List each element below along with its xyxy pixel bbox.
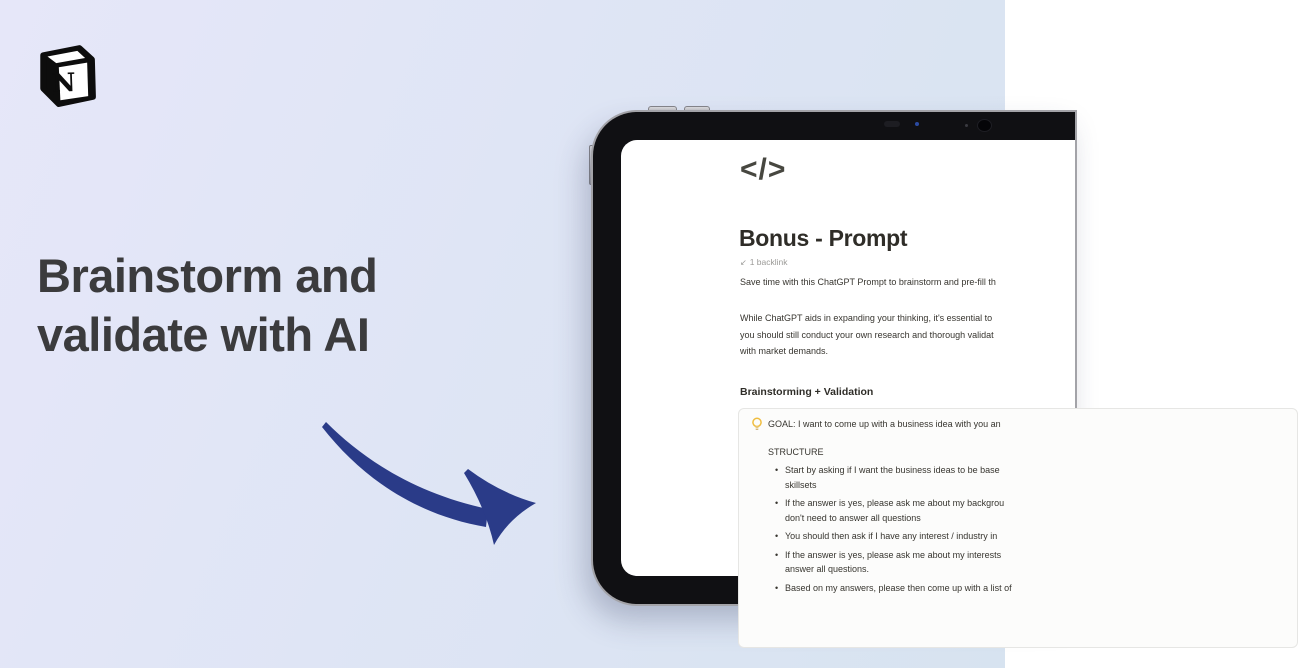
code-page-icon: </> [740,153,787,186]
list-item [785,548,1297,577]
backlink-arrow-icon: ↙ [740,258,747,267]
bullet-line: • You should then ask if I have any interest / industry in [785,531,998,541]
lightbulb-icon [750,417,764,431]
page-title: Bonus - Prompt [739,225,908,251]
list-item [785,529,1297,544]
bullet-line: • Start by asking if I want the business ideas to be base [785,465,1000,475]
bullet-line: skillsets [785,479,817,490]
tablet-front-camera [977,119,992,132]
notion-page-screen [621,140,1075,593]
prompt-callout-block [738,408,1298,648]
disclaimer-paragraph [740,310,994,360]
bullet-line: • If the answer is yes, please ask me about my interests [785,549,1002,560]
hero-heading-line2: validate with AI [37,308,370,361]
section-heading: Brainstorming + Validation [740,386,874,398]
list-item [785,581,1297,596]
goal-line: GOAL: I want to come up with a business idea with you an [768,419,1001,429]
prompt-bullet-list [768,463,1297,595]
bullet-line: • If the answer is yes, please ask me about my backgrou [785,498,1005,508]
backlink-label: 1 backlink [749,257,788,267]
bullet-line: don't need to answer all questions [785,512,921,523]
intro-paragraph: Save time with this ChatGPT Prompt to brainstorm and pre-fill th [740,277,996,287]
curved-arrow-icon [300,405,550,555]
hero-heading [37,246,377,364]
bullet-line: • Based on my answers, please then come up with a list of [785,582,1012,593]
list-item [785,463,1297,492]
paragraph-line: you should still conduct your own research and thorough validat [740,329,994,340]
bullet-line: answer all questions. [785,564,870,574]
tablet-mockup [593,112,1075,604]
hero-heading-line1: Brainstorm and [37,249,378,302]
list-item [785,496,1297,525]
paragraph-line: While ChatGPT aids in expanding your thinking, it's essential to [740,313,993,323]
notion-logo-icon [33,40,97,108]
tablet-mic-dot [965,124,968,127]
paragraph-line: with market demands. [740,346,829,356]
tablet-sensor-dot [915,122,919,126]
backlink-button[interactable] [740,257,788,267]
svg-text:N: N [51,68,77,99]
structure-label: STRUCTURE [768,447,824,457]
tablet-speaker-grille [884,121,900,127]
